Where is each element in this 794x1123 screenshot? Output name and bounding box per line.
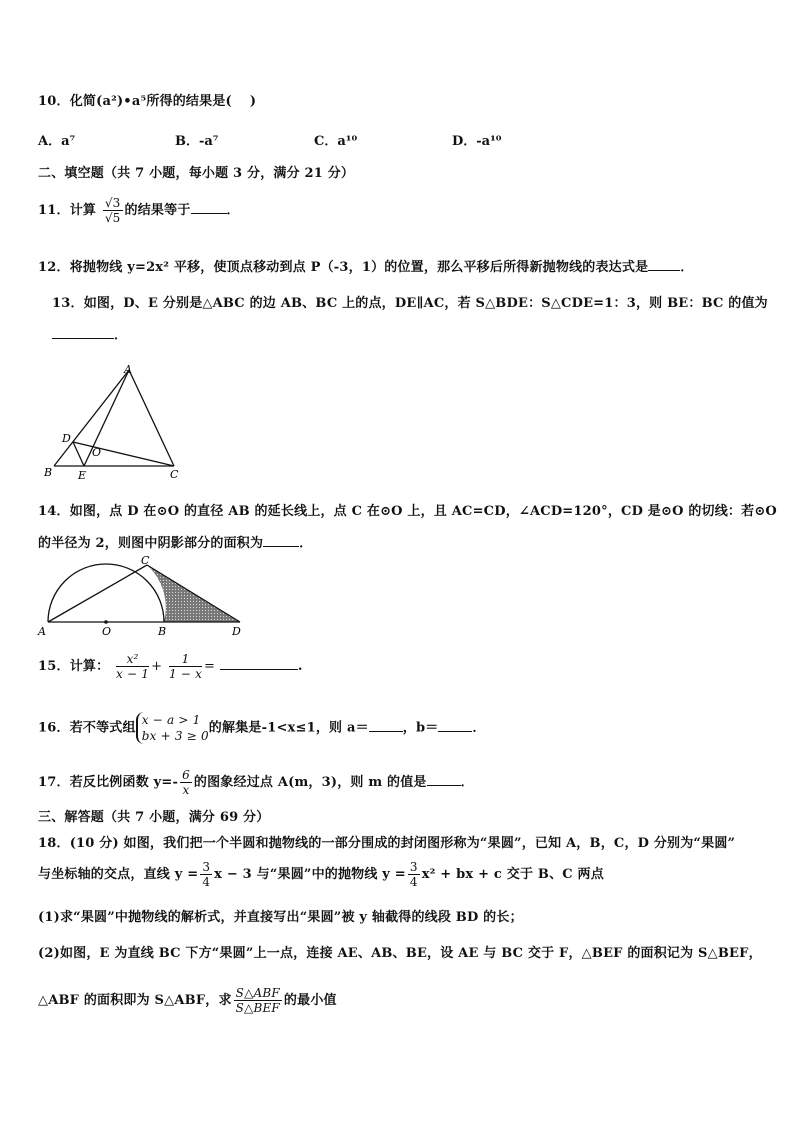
q18-coef-fraction xyxy=(408,860,420,889)
q12: 12．将抛物线 y=2x² 平移，使顶点移动到点 P（-3，1）的位置，那么平移后所得新抛物线的表达式是 ． xyxy=(38,260,694,275)
q13-text: 13．如图，D、E 分别是△ABC 的边 AB、BC 上的点，DE∥AC，若 S△BDE：S△CDE=1：3，则 BE：BC 的值为 xyxy=(52,296,768,311)
q11-suffix: 的结果等于 xyxy=(124,203,191,218)
q18-part3 xyxy=(38,986,337,1015)
q16-inequality-2: bx + 3 ≥ 0 xyxy=(141,729,209,743)
q18-slope-fraction xyxy=(200,860,212,889)
q17-denominator: x xyxy=(182,783,190,797)
q16-prefix: 16．若不等式组 xyxy=(38,720,136,736)
q16-inequality-system xyxy=(136,712,209,744)
q18-line2-b: x − 3 与“果圆”中的抛物线 y = xyxy=(214,867,406,882)
q10-option-c: C．a¹⁰ xyxy=(314,134,358,149)
q14-line2-text: 的半径为 2，则图中阴影部分的面积为 xyxy=(38,536,264,551)
q13-answer-blank[interactable] xyxy=(52,338,114,339)
q11: 11．计算 $\frac{√3}{√5}$ 的结果等于 ． xyxy=(38,196,240,225)
label-d: D xyxy=(232,625,241,638)
q18-part3-a: △ABF 的面积即为 S△ABF，求 xyxy=(38,993,232,1008)
q18-line1: 18．(10 分) 如图，我们把一个半圆和抛物线的一部分围成的封闭图形称为“果圆”，已知 A，B，C，D 分别为“果圆” xyxy=(38,836,736,851)
label-b: B xyxy=(158,625,167,638)
section2-title: 二、填空题（共 7 小题，每小题 3 分，满分 21 分） xyxy=(38,166,355,181)
segment-dc xyxy=(73,442,174,466)
segment-de xyxy=(73,442,84,466)
label-a: A xyxy=(38,625,46,638)
q16-b-blank[interactable] xyxy=(438,731,472,732)
q11-numerator: √3 xyxy=(104,196,121,210)
q10-option-b: B．-a⁷ xyxy=(175,134,219,149)
q15-f1-numerator: x² xyxy=(116,652,149,667)
label-d: D xyxy=(62,432,71,445)
q12-answer-blank[interactable] xyxy=(648,270,680,271)
q18-part2: (2)如图，E 为直线 BC 下方“果圆”上一点，连接 AE、AB、BE，设 AE 与 BC 交于 F，△BEF 的面积记为 S△BEF， xyxy=(38,946,762,961)
center-point-o xyxy=(104,620,108,624)
q15-f1-denominator: x − 1 xyxy=(116,667,150,681)
q15-f2-denominator: 1 − x xyxy=(168,667,203,681)
q14-figure xyxy=(36,555,246,640)
q18-coef-denominator: 4 xyxy=(409,875,418,889)
q11-denominator: √5 xyxy=(104,211,121,225)
q15-f2-numerator: 1 xyxy=(169,652,202,667)
q18-ratio-denominator: S△BEF xyxy=(235,1001,280,1015)
q13-answer-line: ． xyxy=(52,324,127,343)
q11-fraction xyxy=(103,196,123,225)
q11-prefix: 11．计算 xyxy=(38,203,97,218)
q15: 15．计算： $\frac{\text{x²}}{x - 1}$ + $\frac{1}{1 - x}$ = . xyxy=(38,652,303,681)
q18-ratio-numerator: S△ABF xyxy=(235,986,280,1000)
q18-coef-numerator: 3 xyxy=(409,860,418,874)
q15-answer-blank[interactable] xyxy=(220,669,298,670)
q18-slope-denominator: 4 xyxy=(202,875,211,889)
segment-ac xyxy=(48,565,147,622)
q16: 16．若不等式组 x − a > 1 bx + 3 ≥ 0 的解集是-1<x≤1，则 a＝ ，b＝ ． xyxy=(38,713,486,743)
q10-stem: 10．化简(a²)•a⁵所得的结果是( ) xyxy=(38,94,257,109)
q14-line2: 的半径为 2，则图中阴影部分的面积为 ． xyxy=(38,536,313,551)
q18-part3-b: 的最小值 xyxy=(283,993,337,1008)
label-c: C xyxy=(170,468,179,481)
q11-answer-blank[interactable] xyxy=(191,213,227,214)
q10-option-d: D．-a¹⁰ xyxy=(452,134,502,149)
label-o: O xyxy=(92,446,102,459)
q14-line1: 14．如图，点 D 在⊙O 的直径 AB 的延长线上，点 C 在⊙O 上，且 AC=CD，∠ACD=120°，CD 是⊙O 的切线：若⊙O xyxy=(38,504,777,519)
q12-text: 12．将抛物线 y=2x² 平移，使顶点移动到点 P（-3，1）的位置，那么平移后所得新抛物线的表达式是 xyxy=(38,260,649,275)
q13-figure xyxy=(40,362,185,482)
q16-sep: ，b＝ xyxy=(402,720,439,736)
label-o: O xyxy=(102,625,112,638)
section3-title: 三、解答题（共 7 小题，满分 69 分） xyxy=(38,810,270,825)
q18-line2-a: 与坐标轴的交点，直线 y = xyxy=(38,867,199,882)
q17-answer-blank[interactable] xyxy=(427,785,461,786)
q15-prefix: 15．计算： xyxy=(38,659,110,674)
q15-equals: = xyxy=(204,659,216,674)
q18-slope-numerator: 3 xyxy=(202,860,211,874)
q15-fraction-2 xyxy=(169,652,202,681)
q18-line2 xyxy=(38,860,604,889)
q17-suffix: 的图象经过点 A(m，3)，则 m 的值是 xyxy=(193,775,427,790)
q17: 17．若反比例函数 y=- $\frac{6}{x}$ 的图象经过点 A(m，3)，则 m 的值是 ． xyxy=(38,768,474,797)
q16-middle: 的解集是-1<x≤1，则 a＝ xyxy=(208,720,369,736)
label-c: C xyxy=(141,555,150,567)
semicircle-arc xyxy=(48,564,164,622)
q18-part1: (1)求“果圆”中抛物线的解析式，并直接写出“果圆”被 y 轴截得的线段 BD 的长； xyxy=(38,910,523,925)
q16-a-blank[interactable] xyxy=(369,731,403,732)
edge-ac xyxy=(129,370,174,466)
q18-ratio-fraction xyxy=(234,986,282,1015)
q10-option-a: A．a⁷ xyxy=(38,134,76,149)
q18-line2-c: x² + bx + c 交于 B、C 两点 xyxy=(421,867,604,882)
q15-fraction-1 xyxy=(116,652,149,681)
q17-fraction xyxy=(180,768,192,797)
q16-inequality-1: x − a > 1 xyxy=(141,713,201,727)
q15-plus: + xyxy=(151,659,163,674)
q14-answer-blank[interactable] xyxy=(263,546,299,547)
q17-prefix: 17．若反比例函数 y=- xyxy=(38,775,179,790)
q17-numerator: 6 xyxy=(182,768,190,782)
label-e: E xyxy=(78,469,87,482)
label-b: B xyxy=(44,466,53,479)
label-a: A xyxy=(124,363,132,376)
